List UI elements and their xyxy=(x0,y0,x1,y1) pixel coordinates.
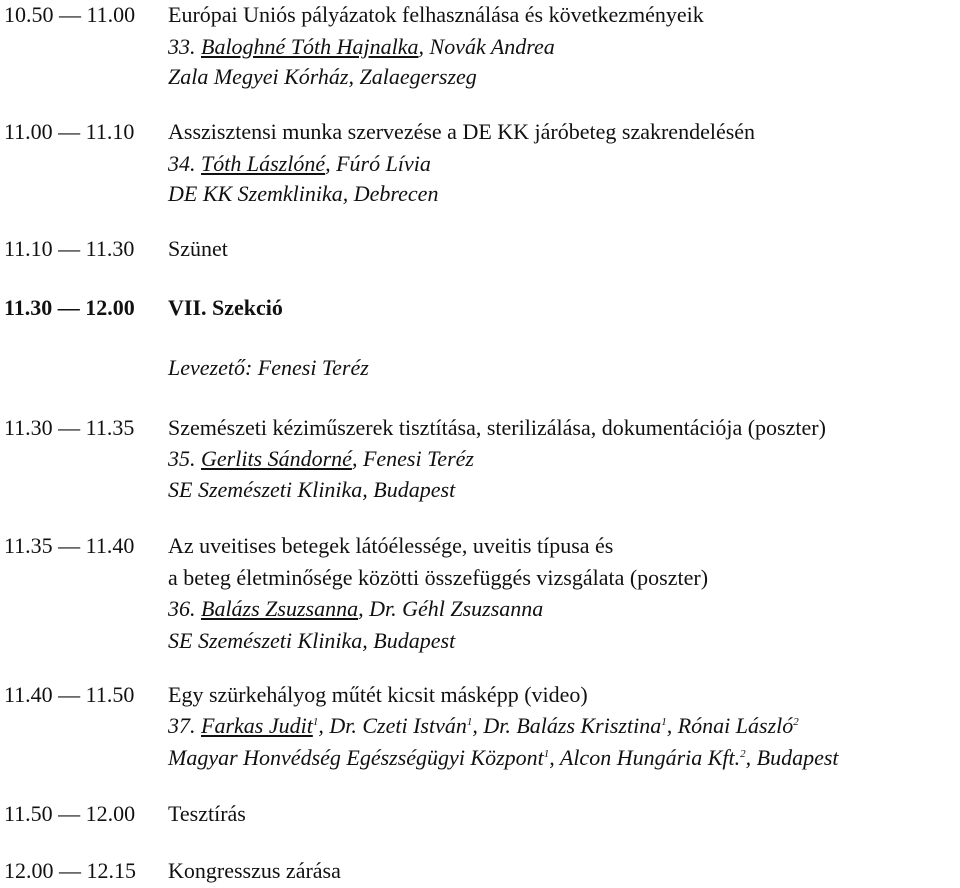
talk-title: Egy szürkehályog műtét kicsit másképp (video) xyxy=(168,682,588,707)
co-author: , Dr. Czeti István xyxy=(318,713,467,738)
authors xyxy=(168,34,555,60)
section-title: VII. Szekció xyxy=(168,295,283,320)
talk-title: Az uveitises betegek látóélessége, uveitis típusa és xyxy=(168,533,614,558)
time-slot: 10.50 — 11.00 xyxy=(4,2,136,27)
time-slot: 11.40 — 11.50 xyxy=(4,682,135,707)
time-slot: 11.50 — 12.00 xyxy=(4,801,136,826)
affiliation-mark: 1 xyxy=(543,748,550,760)
break-title: Szünet xyxy=(168,236,228,261)
talk-title: Európai Uniós pályázatok felhasználása és következményeik xyxy=(168,2,704,27)
co-author: , Dr. Balázs Krisztina xyxy=(472,713,662,738)
authors xyxy=(168,446,474,472)
talk-number: 33. xyxy=(168,34,196,59)
institution: DE KK Szemklinika, Debrecen xyxy=(168,181,439,206)
time-slot: 12.00 — 12.15 xyxy=(4,858,136,883)
time-slot: 11.30 — 12.00 xyxy=(4,295,135,320)
test-title: Tesztírás xyxy=(168,801,246,826)
co-authors: , Fúró Lívia xyxy=(325,151,431,176)
presenting-author: Gerlits Sándorné xyxy=(201,446,352,471)
co-authors: , Dr. Géhl Zsuzsanna xyxy=(358,596,544,621)
affiliation-mark: 1 xyxy=(466,716,473,728)
closing-title: Kongresszus zárása xyxy=(168,858,341,883)
authors xyxy=(168,713,799,739)
affiliation-mark: 2 xyxy=(793,716,799,728)
institution-name: , Alcon Hungária Kft. xyxy=(549,745,741,770)
talk-title: Asszisztensi munka szervezése a DE KK járóbeteg szakrendelésén xyxy=(168,119,756,144)
time-slot: 11.00 — 11.10 xyxy=(4,119,135,144)
talk-number: 35. xyxy=(168,446,196,471)
affiliation-mark: 2 xyxy=(740,748,746,760)
talk-number: 37. xyxy=(168,713,196,738)
presenting-author: Farkas Judit xyxy=(201,713,313,738)
talk-number: 36. xyxy=(168,596,196,621)
time-slot: 11.35 — 11.40 xyxy=(4,533,135,558)
institution: SE Szemészeti Klinika, Budapest xyxy=(168,477,456,502)
institution-name: Magyar Honvédség Egészségügyi Központ xyxy=(168,745,544,770)
talk-number: 34. xyxy=(168,151,196,176)
authors xyxy=(168,596,543,622)
affiliation-mark: 1 xyxy=(661,716,667,728)
time-slot: 11.10 — 11.30 xyxy=(4,236,135,261)
time-slot: 11.30 — 11.35 xyxy=(4,415,135,440)
institution xyxy=(168,745,839,771)
talk-title: Szemészeti kéziműszerek tisztítása, sterilizálása, dokumentációja (poszter) xyxy=(168,415,826,440)
institution-city: , Budapest xyxy=(745,745,839,770)
presenting-author: Baloghné Tóth Hajnalka xyxy=(201,34,419,59)
presenting-author: Tóth Lászlóné xyxy=(201,151,326,176)
presenting-author: Balázs Zsuzsanna xyxy=(201,596,359,621)
session-chair: Levezető: Fenesi Teréz xyxy=(168,355,369,380)
institution: SE Szemészeti Klinika, Budapest xyxy=(168,628,456,653)
co-authors: , Fenesi Teréz xyxy=(351,446,474,471)
co-author: , Rónai László xyxy=(666,713,794,738)
affiliation-mark: 1 xyxy=(312,716,319,728)
authors xyxy=(168,151,431,177)
institution: Zala Megyei Kórház, Zalaegerszeg xyxy=(168,64,477,89)
talk-title-continued: a beteg életminősége közötti összefüggés vizsgálata (poszter) xyxy=(168,565,709,590)
co-authors: , Novák Andrea xyxy=(418,34,555,59)
